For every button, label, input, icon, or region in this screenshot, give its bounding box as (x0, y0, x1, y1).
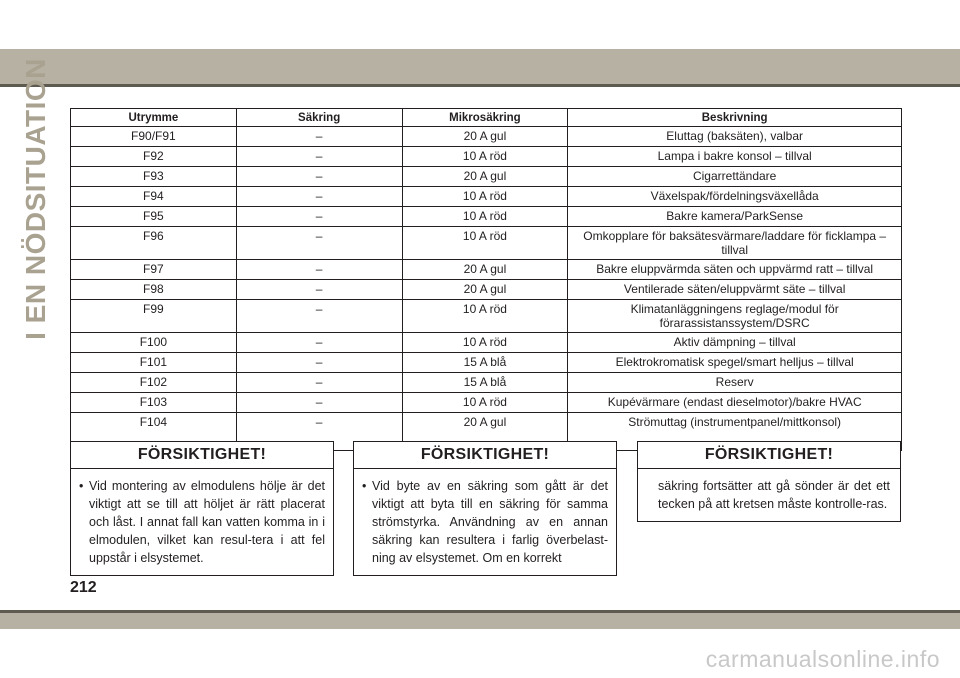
section-title: I EN NÖDSITUATION (20, 58, 51, 340)
cell-mini-fuse: 10 A röd (402, 393, 568, 413)
cell-mini-fuse: 10 A röd (402, 187, 568, 207)
cell-description: Klimatanläggningens reglage/modul för förarassistanssystem/DSRC (568, 300, 902, 333)
cell-fuse: – (236, 207, 402, 227)
caution-bullet-item (79, 477, 325, 567)
caution-title: FÖRSIKTIGHET! (638, 442, 900, 469)
caution-box-continued (637, 441, 901, 522)
cell-mini-fuse: 10 A röd (402, 207, 568, 227)
cell-description: Kupévärmare (endast dieselmotor)/bakre HVAC (568, 393, 902, 413)
cell-cavity: F95 (71, 207, 237, 227)
cell-mini-fuse: 10 A röd (402, 333, 568, 353)
cell-cavity: F96 (71, 227, 237, 260)
caution-title: FÖRSIKTIGHET! (71, 442, 333, 469)
cell-mini-fuse: 15 A blå (402, 353, 568, 373)
section-tab (16, 58, 56, 340)
bullet-icon: • (79, 479, 84, 493)
header-band (0, 49, 960, 87)
cell-fuse: – (236, 127, 402, 147)
cell-cavity: F92 (71, 147, 237, 167)
cell-description: Bakre kamera/ParkSense (568, 207, 902, 227)
header-rule (0, 84, 960, 87)
caution-text: Vid montering av elmodulens hölje är det viktigt att se till att höljet är rätt placerat och låst. I annat fall kan vatten komma in i elmodulen, vilket kan resul-tera i att fel uppstår i elsystemet. (89, 479, 325, 565)
cell-cavity: F99 (71, 300, 237, 333)
table-row (71, 227, 902, 260)
table-row (71, 353, 902, 373)
cell-mini-fuse: 15 A blå (402, 373, 568, 393)
caution-text: säkring fortsätter att gå sönder är det ett tecken på att kretsen måste kontrolle-ras. (658, 479, 890, 511)
cell-description: Växelspak/fördelningsväxellåda (568, 187, 902, 207)
caution-body (354, 469, 616, 575)
cell-fuse: – (236, 353, 402, 373)
watermark: carmanualsonline.info (705, 646, 940, 672)
cell-mini-fuse: 10 A röd (402, 227, 568, 260)
cell-fuse: – (236, 280, 402, 300)
cell-mini-fuse: 10 A röd (402, 300, 568, 333)
caution-box-housing (70, 441, 334, 576)
caution-title: FÖRSIKTIGHET! (354, 442, 616, 469)
cell-cavity: F90/F91 (71, 127, 237, 147)
cell-description: Elektrokromatisk spegel/smart helljus – tillval (568, 353, 902, 373)
cell-fuse: – (236, 333, 402, 353)
column-header-utrymme: Utrymme (71, 109, 237, 127)
cell-fuse: – (236, 373, 402, 393)
cell-description: Omkopplare för baksätesvärmare/laddare för ficklampa – tillval (568, 227, 902, 260)
caution-bullet-item (362, 477, 608, 567)
cell-cavity: F94 (71, 187, 237, 207)
table-row (71, 333, 902, 353)
cell-fuse: – (236, 227, 402, 260)
table-row (71, 147, 902, 167)
cell-fuse: – (236, 413, 402, 451)
cell-mini-fuse: 20 A gul (402, 280, 568, 300)
cell-fuse: – (236, 147, 402, 167)
cell-description: Aktiv dämpning – tillval (568, 333, 902, 353)
footer-band (0, 613, 960, 629)
caution-body (638, 469, 900, 521)
cell-cavity: F93 (71, 167, 237, 187)
table-row (71, 127, 902, 147)
caution-body (71, 469, 333, 575)
table-row (71, 373, 902, 393)
table-row (71, 187, 902, 207)
fuse-table (70, 108, 902, 451)
table-row (71, 207, 902, 227)
table-row (71, 393, 902, 413)
cell-description: Eluttag (baksäten), valbar (568, 127, 902, 147)
cell-mini-fuse: 20 A gul (402, 127, 568, 147)
cell-description: Reserv (568, 373, 902, 393)
cell-cavity: F102 (71, 373, 237, 393)
table-row (71, 260, 902, 280)
caution-text: Vid byte av en säkring som gått är det viktigt att byta till en säkring för samma strömstyrka. Användning av en annan säkring kan resultera i farlig överbelast-ning av elsystemet. Om en korrekt (372, 479, 608, 565)
cell-description: Cigarrettändare (568, 167, 902, 187)
cell-description: Strömuttag (instrumentpanel/mittkonsol) (568, 413, 902, 451)
cell-mini-fuse: 20 A gul (402, 260, 568, 280)
cell-description: Lampa i bakre konsol – tillval (568, 147, 902, 167)
cell-mini-fuse: 20 A gul (402, 167, 568, 187)
caution-box-fuse-rating (353, 441, 617, 576)
cell-cavity: F100 (71, 333, 237, 353)
cell-cavity: F103 (71, 393, 237, 413)
table-row (71, 300, 902, 333)
column-header-mikrosakring: Mikrosäkring (402, 109, 568, 127)
cell-description: Ventilerade säten/eluppvärmt säte – tillval (568, 280, 902, 300)
table-header-row (71, 109, 902, 127)
bullet-icon: • (362, 479, 367, 493)
cell-cavity: F104 (71, 413, 237, 451)
cell-mini-fuse: 20 A gul (402, 413, 568, 451)
table-row (71, 167, 902, 187)
cell-fuse: – (236, 187, 402, 207)
cell-fuse: – (236, 260, 402, 280)
cell-cavity: F101 (71, 353, 237, 373)
cell-fuse: – (236, 393, 402, 413)
table-row (71, 280, 902, 300)
cell-cavity: F98 (71, 280, 237, 300)
cell-description: Bakre eluppvärmda säten och uppvärmd ratt – tillval (568, 260, 902, 280)
cell-fuse: – (236, 167, 402, 187)
cell-mini-fuse: 10 A röd (402, 147, 568, 167)
page-number: 212 (70, 579, 97, 596)
cell-fuse: – (236, 300, 402, 333)
cell-cavity: F97 (71, 260, 237, 280)
column-header-beskrivning: Beskrivning (568, 109, 902, 127)
column-header-sakring: Säkring (236, 109, 402, 127)
